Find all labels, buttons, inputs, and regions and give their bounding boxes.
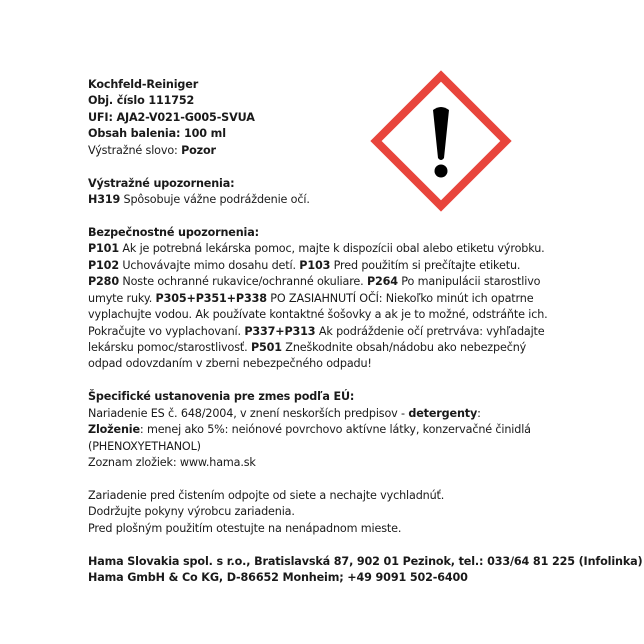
composition-text-continued: (PHENOXYETHANOL) [88,439,201,453]
signal-word-line [88,143,642,159]
regulation-line [88,406,642,422]
precaution-code: P102 [88,258,119,272]
regulation-bold: detergenty [408,406,478,420]
precaution-code: P264 [366,275,398,289]
precaution-line [88,340,642,356]
hazard-heading: Výstražné upozornenia: [88,176,235,190]
precaution-text: lekársku pomoc/starostlivosť. [88,341,251,354]
hazard-statement [88,192,642,208]
precaution-text: Pred použitím si prečítajte etiketu. [330,258,521,272]
precaution-code: P305+P351+P338 [155,291,267,305]
precaution-line [88,324,642,340]
label-document [88,77,642,587]
precaution-text: vyplachujte vodou. Ak používate kontaktné šošovky a ak je to možné, odstráňte ich. [88,308,548,322]
precaution-code: P337+P313 [244,324,316,338]
signal-word-label: Výstražné slovo: [88,143,182,157]
instruction: Zariadenie pred čistením odpojte od siete a nechajte vychladnúť. [88,488,445,502]
precaution-text: Ak podráždenie očí pretrváva: vyhľadajte [315,324,545,338]
eu-heading: Špecifické ustanovenia pre zmes podľa EÚ: [88,390,355,404]
footer-address-sk: Hama Slovakia spol. s r.o., Bratislavská 87, 902 01 Pezinok, tel.: 033/64 81 225 (Infolinka) [88,554,643,568]
precaution-code: P103 [299,258,331,272]
precaution-text: Ak je potrebná lekárska pomoc, majte k dispozícii obal alebo etiketu výrobku. [118,242,545,256]
regulation-text: Nariadenie ES č. 648/2004, v znení neskorších predpisov - [88,406,409,420]
precaution-text: Uchovávajte mimo dosahu detí. [118,258,300,272]
ingredients-link-text: Zoznam zložiek: www.hama.sk [88,456,256,470]
precaution-line [88,307,642,323]
ufi-code: UFI: AJA2-V021-G005-SVUA [88,110,255,124]
precaution-text: Pokračujte vo vyplachovaní. [88,324,245,338]
order-number: Obj. číslo 111752 [88,94,195,108]
package-content: Obsah balenia: 100 ml [88,127,226,141]
precaution-line [88,356,642,372]
precaution-line [88,291,642,307]
composition-text: : menej ako 5%: neiónové povrchovo aktívne látky, konzervačné činidlá [139,423,531,437]
precaution-heading: Bezpečnostné upozornenia: [88,225,259,239]
footer-address-de: Hama GmbH & Co KG, D-86652 Monheim; +49 9091 502-6400 [88,571,468,585]
precaution-text: Zneškodnite obsah/nádobu ako nebezpečný [281,341,527,354]
precaution-statements [88,241,642,373]
hazard-text: Spôsobuje vážne podráždenie očí. [120,193,310,207]
precaution-line [88,258,642,274]
regulation-end: : [477,406,481,420]
precaution-text: umyte ruky. [88,291,156,305]
exclamation-dot [435,165,448,178]
precaution-text: PO ZASIAHNUTÍ OČÍ: Niekoľko minút ich opatrne [266,291,534,305]
precaution-text: odpad odovzdaním v zberni nebezpečného odpadu! [88,357,372,371]
composition-label: Zloženie [88,423,140,437]
ghs-exclamation-mark-icon [370,70,512,212]
hazard-code: H319 [88,193,121,207]
precaution-code: P280 [88,275,119,289]
precaution-code: P101 [88,242,119,256]
precaution-line [88,274,642,290]
precaution-text: Po manipulácii starostlivo [397,275,541,289]
signal-word: Pozor [181,143,216,157]
composition-line [88,422,642,438]
precaution-text: Noste ochranné rukavice/ochranné okuliare. [118,275,367,289]
instruction: Dodržujte pokyny výrobcu zariadenia. [88,505,295,519]
instruction: Pred plošným použitím otestujte na nenápadnom mieste. [88,521,402,535]
precaution-code: P501 [250,341,282,354]
precaution-line [88,241,642,257]
product-name: Kochfeld-Reiniger [88,78,199,91]
